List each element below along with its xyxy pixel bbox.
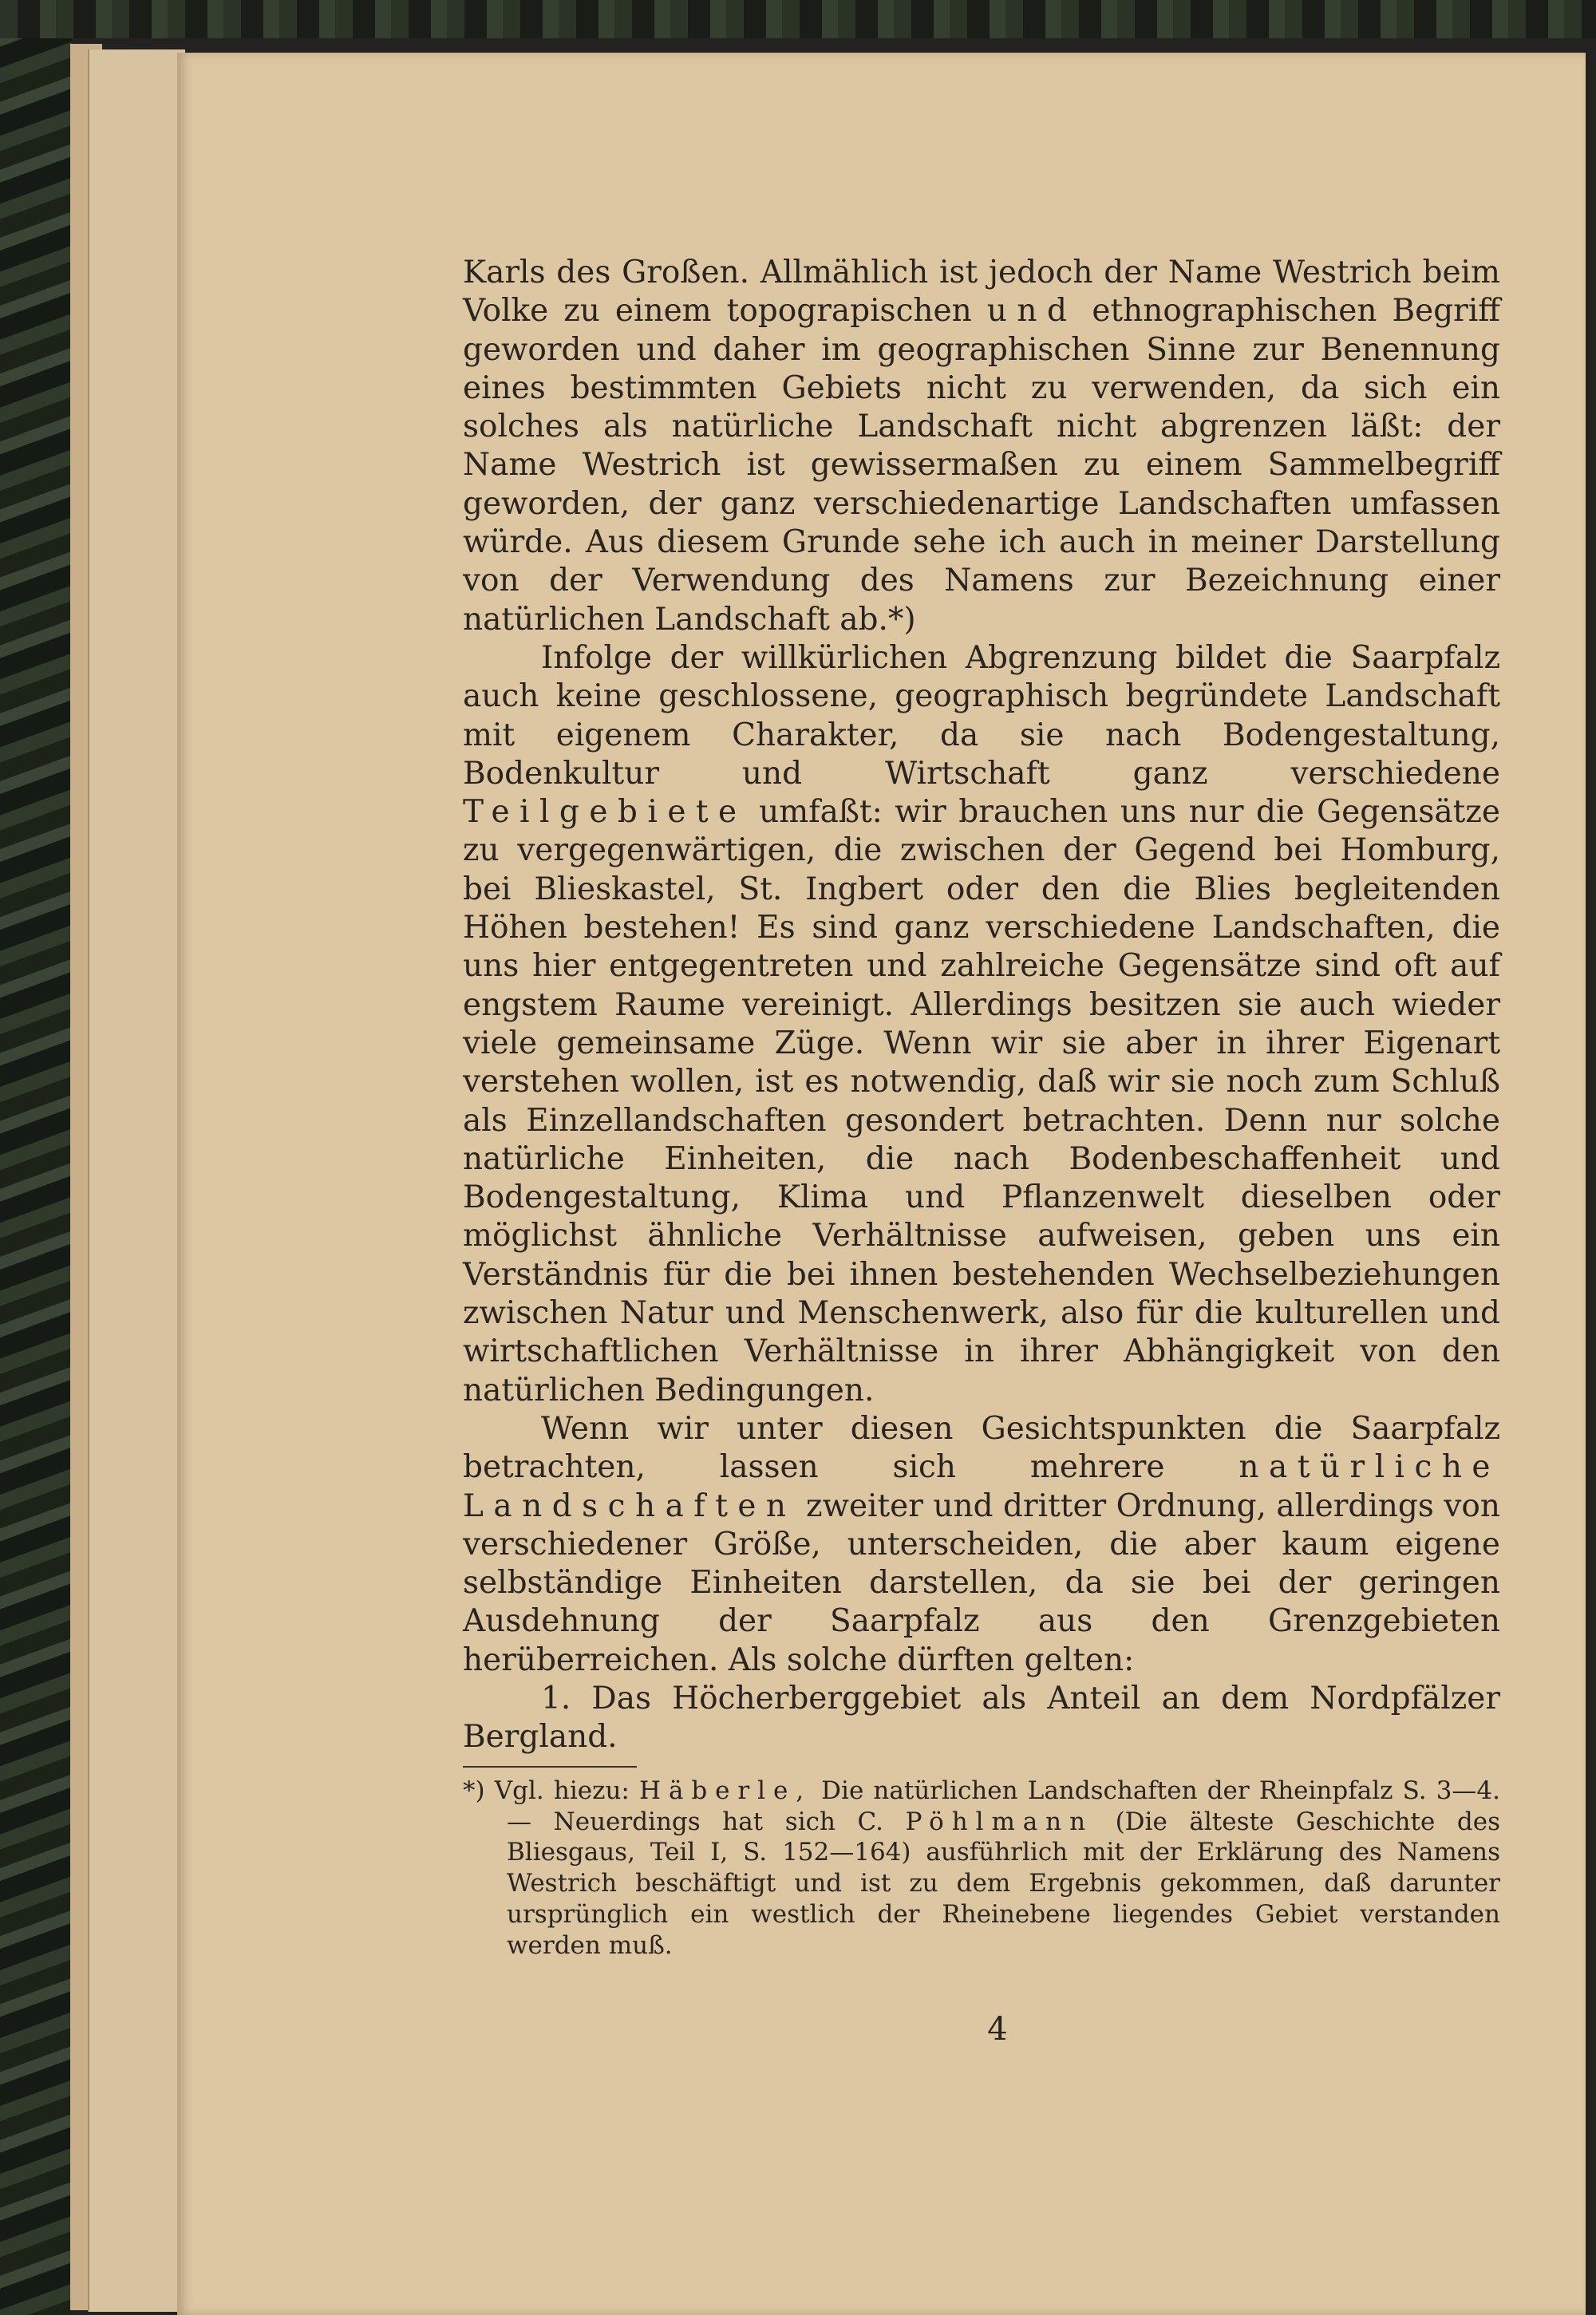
page-stack-edge-inner [88, 49, 185, 2312]
body-text [463, 254, 1500, 1757]
paragraph-4: 1. Das Höcherberggebiet als Anteil an dem Nordpfälzer Bergland. [463, 1680, 1500, 1756]
spaced-emphasis: natürliche Landschaften [463, 1449, 1500, 1524]
footnote-rule [463, 1766, 637, 1768]
paragraph-3: Wenn wir unter diesen Gesichtspunkten die Saarpfalz betrachten, lassen sich mehrere natürliche Landschaften zweiter und dritter Ordnung, allerdings von verschiedener Größe, unterscheiden, die aber kaum eigene selbständige Einheiten darstellen, da sie bei der geringen Ausdehnung der Saarpfalz aus den Grenzgebieten herüberreichen. Als solche dürften gelten: [463, 1410, 1500, 1678]
spaced-emphasis: und [986, 293, 1077, 330]
spaced-emphasis: Häberle, [639, 1776, 812, 1805]
cover-marbled-pattern [0, 0, 72, 2315]
page-number: 4 [987, 2011, 1008, 2048]
cover-top-edge [0, 0, 1596, 38]
spaced-emphasis: Pöhlmann [905, 1807, 1093, 1836]
paragraph-1: Karls des Großen. Allmählich ist jedoch der Name Westrich beim Volke zu einem topograpischen und ethnographischen Begriff geworden und daher im geographischen Sinne zur Benennung eines bestimmten Gebiets nicht zu verwenden, da sich ein solches als natürliche Landschaft nicht abgrenzen läßt: der Name Westrich ist gewissermaßen zu einem Sammelbegriff geworden, der ganz verschiedenartige Landschaften umfassen würde. Aus diesem Grunde sehe ich auch in meiner Darstellung von der Verwendung des Namens zur Bezeichnung einer natürlichen Landschaft ab.*) [463, 255, 1501, 638]
footnote: *) Vgl. hiezu: Häberle, Die natürlichen Landschaften der Rheinpfalz S. 3—4. — Neuerdings hat sich C. Pöhlmann (Die älteste Geschichte des Bliesgaus, Teil I, S. 152—164) ausführlich mit der Erklärung des Namens Westrich beschäftigt und ist zu dem Ergebnis gekommen, daß darunter ursprünglich ein westlich der Rheinebene liegendes Gebiet verstanden werden muß. [463, 1776, 1501, 1960]
paragraph-2: Infolge der willkürlichen Abgrenzung bildet die Saarpfalz auch keine geschlossene, geographisch begründete Landschaft mit eigenem Charakter, da sie nach Bodengestaltung, Bodenkultur und Wirtschaft ganz verschiedene Teilgebiete umfaßt: wir brauchen uns nur die Gegensätze zu vergegenwärtigen, die zwischen der Gegend bei Homburg, bei Blieskastel, St. Ingbert oder den die Blies begleitenden Höhen bestehen! Es sind ganz verschiedene Landschaften, die uns hier entgegentreten und zahlreiche Gegensätze sind oft auf engstem Raume vereinigt. Allerdings besitzen sie auch wieder viele gemeinsame Züge. Wenn wir sie aber in ihrer Eigenart verstehen wollen, ist es notwendig, daß wir sie noch zum Schluß als Einzellandschaften gesondert betrachten. Denn nur solche natürliche Einheiten, die nach Bodenbeschaffenheit und Bodengestaltung, Klima und Pflanzenwelt dieselben oder möglichst ähnliche Verhältnisse aufweisen, geben uns ein Verständnis für die bei ihnen bestehenden Wechselbeziehungen zwischen Natur und Menschenwerk, also für die kulturellen und wirtschaftlichen Verhältnisse in ihrer Abhängigkeit von den natürlichen Bedingungen. [463, 639, 1500, 1408]
spaced-emphasis: Teilgebiete [463, 794, 747, 831]
